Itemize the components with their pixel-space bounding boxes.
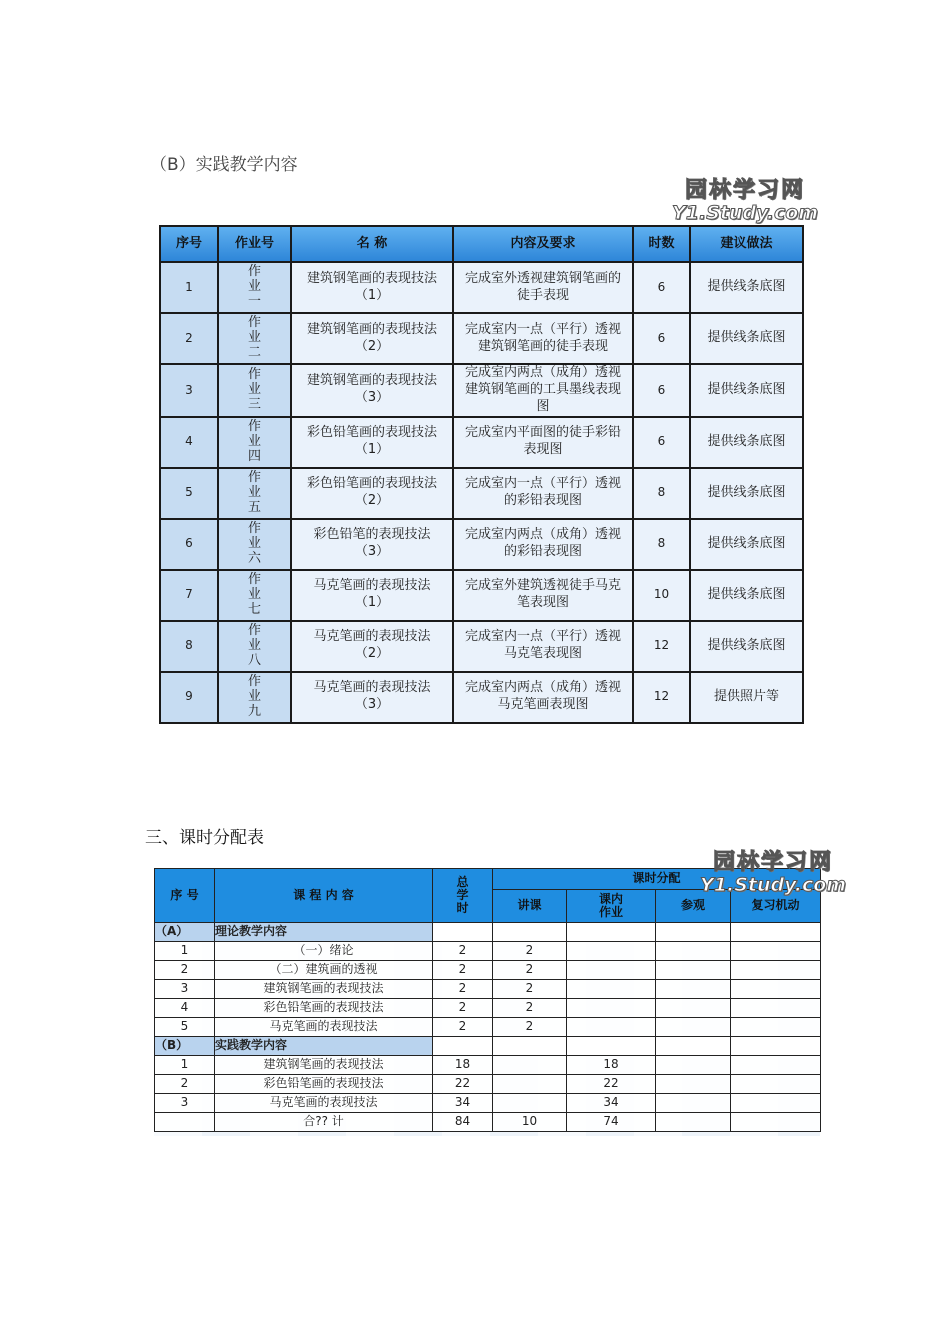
row-method: 提供线条底图 (690, 570, 803, 621)
row-lecture (493, 1075, 567, 1094)
row-name: 马克笔画的表现技法 (215, 1018, 433, 1037)
row-name: 建筑钢笔画的表现技法 （3） (291, 364, 453, 417)
table-row (155, 942, 821, 961)
header-name: 名 称 (291, 226, 453, 262)
row-lecture: 2 (493, 980, 567, 999)
table-row (160, 519, 803, 570)
table-row (160, 364, 803, 417)
t2-header-hw: 课内 作业 (567, 890, 656, 923)
row-method: 提供照片等 (690, 672, 803, 723)
table-row (155, 961, 821, 980)
row-name: 彩色铅笔画的表现技法 (215, 999, 433, 1018)
row-review (731, 980, 821, 999)
row-method: 提供线条底图 (690, 313, 803, 364)
row-method: 提供线条底图 (690, 468, 803, 519)
row-review (731, 942, 821, 961)
section-label: （A） (155, 923, 215, 942)
total-no (155, 1113, 215, 1132)
row-visit (656, 1094, 731, 1113)
watermark-en: Y1.Study.com (672, 202, 819, 224)
header-content: 内容及要求 (453, 226, 633, 262)
practice-content-table (159, 225, 804, 724)
row-no: 2 (155, 961, 215, 980)
row-content: 完成室内两点（成角）透视 建筑钢笔画的工具墨线表现 图 (453, 364, 633, 417)
total-row (155, 1113, 821, 1132)
header-no: 序号 (160, 226, 218, 262)
row-hours: 6 (633, 262, 690, 313)
empty-cell (567, 1037, 656, 1056)
row-content: 完成室外建筑透视徒手马克 笔表现图 (453, 570, 633, 621)
total-hw: 74 (567, 1113, 656, 1132)
total-visit (656, 1113, 731, 1132)
table-row (155, 1094, 821, 1113)
section-row (155, 923, 821, 942)
row-name: 马克笔画的表现技法 （3） (291, 672, 453, 723)
row-lecture: 2 (493, 942, 567, 961)
row-visit (656, 942, 731, 961)
row-lecture: 2 (493, 1018, 567, 1037)
row-hw-no: 作 业 二 (218, 313, 291, 364)
empty-cell (731, 1037, 821, 1056)
row-no: 3 (155, 980, 215, 999)
total-review (731, 1113, 821, 1132)
row-name: 建筑钢笔画的表现技法 （2） (291, 313, 453, 364)
row-method: 提供线条底图 (690, 519, 803, 570)
row-total: 2 (433, 942, 493, 961)
t2-header-total: 总 学 时 (433, 869, 493, 923)
hours-allocation-table (154, 868, 821, 1132)
row-content: 完成室内一点（平行）透视 建筑钢笔画的徒手表现 (453, 313, 633, 364)
empty-cell (567, 923, 656, 942)
row-visit (656, 1075, 731, 1094)
t2-header-no: 序 号 (155, 869, 215, 923)
watermark-logo (672, 180, 818, 223)
empty-cell (493, 1037, 567, 1056)
row-hours: 12 (633, 672, 690, 723)
row-lecture: 2 (493, 999, 567, 1018)
table-row (160, 672, 803, 723)
row-no: 2 (155, 1075, 215, 1094)
row-content: 完成室内平面图的徒手彩铅 表现图 (453, 417, 633, 468)
row-no: 7 (160, 570, 218, 621)
row-method: 提供线条底图 (690, 262, 803, 313)
row-name: 马克笔画的表现技法 （1） (291, 570, 453, 621)
row-hw-no: 作 业 五 (218, 468, 291, 519)
row-no: 3 (155, 1094, 215, 1113)
header-hours: 时数 (633, 226, 690, 262)
section-title: 实践教学内容 (215, 1037, 433, 1056)
row-hours: 8 (633, 468, 690, 519)
row-hw-no: 作 业 九 (218, 672, 291, 723)
row-hours: 6 (633, 417, 690, 468)
table-row (155, 1075, 821, 1094)
row-no: 2 (160, 313, 218, 364)
row-visit (656, 1018, 731, 1037)
table-row (155, 1018, 821, 1037)
row-method: 提供线条底图 (690, 621, 803, 672)
table-header-row (160, 226, 803, 262)
row-total: 2 (433, 980, 493, 999)
row-content: 完成室内两点（成角）透视 的彩铅表现图 (453, 519, 633, 570)
row-hours: 10 (633, 570, 690, 621)
row-name: 彩色铅笔画的表现技法 (215, 1075, 433, 1094)
row-visit (656, 961, 731, 980)
table-row (160, 468, 803, 519)
watermark-cn: 园林学习网 (685, 178, 806, 203)
watermark-cn-2: 园林学习网 (713, 850, 834, 875)
row-no: 4 (155, 999, 215, 1018)
empty-cell (493, 923, 567, 942)
row-review (731, 1056, 821, 1075)
row-hw-no: 作 业 四 (218, 417, 291, 468)
row-total: 22 (433, 1075, 493, 1094)
t2-header-lecture: 讲课 (493, 890, 567, 923)
row-name: 建筑钢笔画的表现技法 (215, 1056, 433, 1075)
row-no: 8 (160, 621, 218, 672)
row-name: 彩色铅笔画的表现技法 （1） (291, 417, 453, 468)
row-name: 彩色铅笔画的表现技法 （2） (291, 468, 453, 519)
row-hw (567, 1018, 656, 1037)
row-name: （一）绪论 (215, 942, 433, 961)
row-lecture (493, 1094, 567, 1113)
empty-cell (433, 1037, 493, 1056)
row-visit (656, 1056, 731, 1075)
row-total: 2 (433, 961, 493, 980)
row-no: 4 (160, 417, 218, 468)
row-review (731, 961, 821, 980)
row-hw-no: 作 业 七 (218, 570, 291, 621)
row-total: 34 (433, 1094, 493, 1113)
row-name: 彩色铅笔的表现技法 （3） (291, 519, 453, 570)
row-hw (567, 942, 656, 961)
empty-cell (656, 923, 731, 942)
row-no: 1 (155, 942, 215, 961)
row-hw: 22 (567, 1075, 656, 1094)
watermark-logo-2 (700, 852, 846, 895)
row-hours: 8 (633, 519, 690, 570)
section-3-heading: 三、课时分配表 (145, 828, 264, 848)
table-row (160, 262, 803, 313)
row-name: 马克笔画的表现技法 (215, 1094, 433, 1113)
row-content: 完成室内两点（成角）透视 马克笔画表现图 (453, 672, 633, 723)
row-name: 马克笔画的表现技法 （2） (291, 621, 453, 672)
row-name: （二）建筑画的透视 (215, 961, 433, 980)
row-no: 5 (155, 1018, 215, 1037)
row-visit (656, 999, 731, 1018)
table-row (160, 621, 803, 672)
section-row (155, 1037, 821, 1056)
row-hw (567, 999, 656, 1018)
row-total: 2 (433, 1018, 493, 1037)
row-method: 提供线条底图 (690, 417, 803, 468)
row-review (731, 999, 821, 1018)
row-hw (567, 980, 656, 999)
row-name: 建筑钢笔画的表现技法 (215, 980, 433, 999)
t2-header-review: 复习机动 (731, 890, 821, 923)
row-hours: 6 (633, 364, 690, 417)
row-hw-no: 作 业 六 (218, 519, 291, 570)
t2-header-visit: 参观 (656, 890, 731, 923)
row-hw-no: 作 业 一 (218, 262, 291, 313)
header-method: 建议做法 (690, 226, 803, 262)
total-label: 合?? 计 (215, 1113, 433, 1132)
row-total: 18 (433, 1056, 493, 1075)
row-hw-no: 作 业 八 (218, 621, 291, 672)
header-hw-no: 作业号 (218, 226, 291, 262)
row-no: 1 (155, 1056, 215, 1075)
table-row (160, 313, 803, 364)
row-review (731, 1018, 821, 1037)
row-no: 5 (160, 468, 218, 519)
row-content: 完成室内一点（平行）透视 马克笔表现图 (453, 621, 633, 672)
row-no: 3 (160, 364, 218, 417)
row-no: 6 (160, 519, 218, 570)
section-b-heading: （B）实践教学内容 (150, 155, 298, 175)
table-row (160, 570, 803, 621)
row-method: 提供线条底图 (690, 364, 803, 417)
total-lecture: 10 (493, 1113, 567, 1132)
row-hw (567, 961, 656, 980)
row-content: 完成室外透视建筑钢笔画的 徒手表现 (453, 262, 633, 313)
row-review (731, 1075, 821, 1094)
row-content: 完成室内一点（平行）透视 的彩铅表现图 (453, 468, 633, 519)
row-lecture (493, 1056, 567, 1075)
section-label: （B） (155, 1037, 215, 1056)
empty-cell (433, 923, 493, 942)
table-row (155, 999, 821, 1018)
t2-header-alloc: 课时分配 (493, 869, 821, 890)
row-hw-no: 作 业 三 (218, 364, 291, 417)
empty-cell (656, 1037, 731, 1056)
row-total: 2 (433, 999, 493, 1018)
row-lecture: 2 (493, 961, 567, 980)
table-row (160, 417, 803, 468)
row-hw: 34 (567, 1094, 656, 1113)
row-no: 9 (160, 672, 218, 723)
row-visit (656, 980, 731, 999)
t2-header-content: 课 程 内 容 (215, 869, 433, 923)
row-hours: 6 (633, 313, 690, 364)
total-hours: 84 (433, 1113, 493, 1132)
table-row (155, 980, 821, 999)
watermark-en-2: Y1.Study.com (700, 874, 847, 896)
row-review (731, 1094, 821, 1113)
row-hours: 12 (633, 621, 690, 672)
row-no: 1 (160, 262, 218, 313)
table-row (155, 1056, 821, 1075)
section-title: 理论教学内容 (215, 923, 433, 942)
row-name: 建筑钢笔画的表现技法 （1） (291, 262, 453, 313)
row-hw: 18 (567, 1056, 656, 1075)
empty-cell (731, 923, 821, 942)
